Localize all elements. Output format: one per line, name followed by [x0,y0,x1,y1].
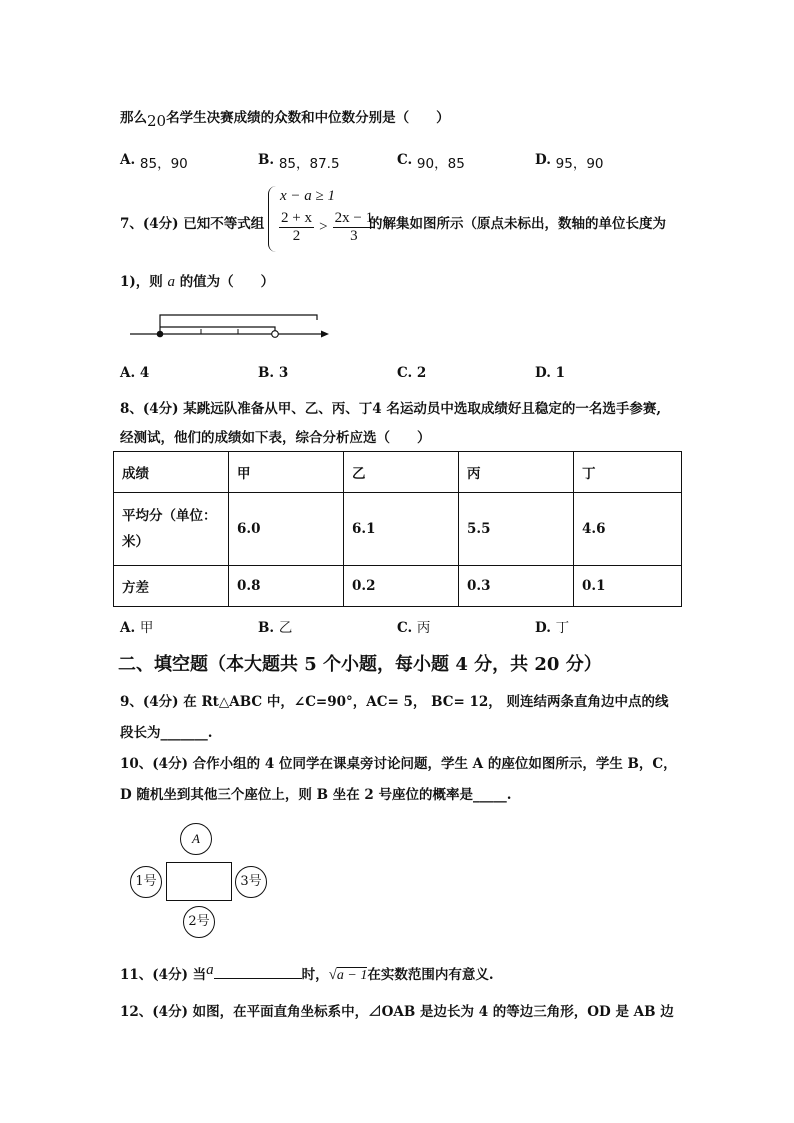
fraction-right-denominator: 3 [350,228,358,244]
q7-option-a[interactable] [120,365,149,381]
option-letter: A. [120,620,136,636]
q11-radicand: a − 1 [336,968,368,983]
table-header-cell: 丙 [459,452,574,493]
option-letter: A. [120,365,136,381]
number-line-figure [125,308,335,348]
q6-option-b[interactable] [258,148,340,172]
fraction-left-numerator: 2 + x [281,210,312,226]
table-row-label: 方差 [114,566,229,607]
row-label-line-1: 平均分（单位： [122,508,217,524]
q7-line2-prefix: 1)，则 [120,274,163,290]
q7-option-b[interactable] [258,365,288,381]
fraction-right-numerator: 2x − 1 [334,210,374,226]
q8-line1: 8、(4分) 某跳远队准备从甲、乙、丙、丁4 名运动员中选取成绩好且稳定的一名选手参赛, [120,401,662,417]
option-letter: B. [258,152,275,168]
greater-than-sign: > [319,219,328,235]
option-letter: B. [258,620,275,636]
number-line-arrow-icon [321,331,329,338]
q7-inequality-1: x − a ≥ 1 [280,188,336,204]
q11-prefix: 11、(4分) 当 [120,967,207,983]
option-value: 90，85 [416,156,465,172]
q6-stem-prefix: 那么 [120,110,147,126]
table-cell: 0.8 [229,566,344,607]
q7-variable-a: a [167,274,175,290]
q6-option-a[interactable] [120,148,188,172]
desk [166,862,232,901]
option-letter: D. [535,152,551,168]
table-cell: 0.1 [574,566,682,607]
table-cell: 0.3 [459,566,574,607]
q7-prefix: 7、(4分) 已知不等式组 [120,216,265,232]
radical-sign-icon: √ [328,967,337,983]
fraction-left [279,210,314,245]
fraction-left-denominator: 2 [292,228,301,244]
option-value: 1 [555,365,566,381]
q7-option-c[interactable] [397,365,426,381]
q8-option-c[interactable] [397,616,430,636]
option-value: 丁 [555,620,570,636]
option-value: 乙 [278,620,293,636]
option-letter: C. [397,620,413,636]
option-value: 4 [139,365,150,381]
option-value: 丙 [416,620,431,636]
option-letter: B. [258,365,275,381]
table-header-cell: 乙 [344,452,459,493]
q8-option-a[interactable] [120,616,153,636]
option-value: 3 [278,365,289,381]
open-endpoint [272,331,279,338]
option-value: 85，87.5 [278,156,340,172]
q6-option-c[interactable] [397,148,465,172]
seat-2: 2号 [183,906,215,938]
option-value: 甲 [139,620,154,636]
q9-line2: 段长为_______. [120,725,213,741]
q6-stem [120,106,450,130]
option-value: 95，90 [555,156,604,172]
q8-option-b[interactable] [258,616,292,636]
q8-line2: 经测试，他们的成绩如下表，综合分析应选（ ） [120,430,431,446]
table-row [114,493,682,566]
table-row-label [114,493,229,566]
score-table [113,451,682,607]
solution-bracket-lower [160,327,275,334]
table-cell: 0.2 [344,566,459,607]
table-cell: 6.1 [344,493,459,566]
row-label-line-2: 米） [122,534,149,550]
answer-blank[interactable] [214,978,302,979]
q11-variable-a: a [206,962,214,978]
option-letter: C. [397,365,413,381]
table-header-cell: 丁 [574,452,682,493]
q6-stem-number: 20 [147,112,167,130]
option-letter: D. [535,365,551,381]
q12-line: 12、(4分) 如图，在平面直角坐标系中，⊿OAB 是边长为 4 的等边三角形，OD 是 AB 边 [120,1004,674,1020]
option-letter: C. [397,152,413,168]
q6-stem-suffix: 名学生决赛成绩的众数和中位数分别是（ ） [166,110,450,126]
table-cell: 5.5 [459,493,574,566]
q7-option-d[interactable] [535,365,565,381]
q11-suffix: 在实数范围内有意义. [367,967,494,983]
q6-option-d[interactable] [535,148,604,172]
option-letter: A. [120,152,136,168]
q7-line2 [120,270,274,291]
q8-option-d[interactable] [535,616,569,636]
section-title-fill-in: 二、填空题（本大题共 5 个小题，每小题 4 分，共 20 分） [118,654,602,675]
option-value: 2 [416,365,427,381]
table-header-cell: 成绩 [114,452,229,493]
table-cell: 4.6 [574,493,682,566]
q7-line2-suffix: 的值为（ ） [179,274,275,290]
option-value: 85，90 [139,156,188,172]
seat-a: A [180,823,212,855]
option-letter: D. [535,620,551,636]
seat-3: 3号 [235,866,267,898]
table-cell: 6.0 [229,493,344,566]
q9-line1: 9、(4分) 在 Rt△ABC 中，∠C=90°，AC= 5， BC= 12， 则连结两条直角边中点的线 [120,694,669,710]
closed-endpoint [157,331,164,338]
q7-suffix: 的解集如图所示（原点未标出，数轴的单位长度为 [369,216,666,232]
q7-inequality-2 [279,210,375,245]
q10-line1: 10、(4分) 合作小组的 4 位同学在课桌旁讨论问题，学生 A 的座位如图所示，学生 B，C， [120,756,677,772]
table-row [114,452,682,493]
q11-middle: 时， [301,967,329,983]
seat-1: 1号 [130,866,162,898]
q11-line [120,963,494,984]
q10-line2: D 随机坐到其他三个座位上，则 B 坐在 2 号座位的概率是_____. [120,787,512,803]
system-brace [268,186,277,252]
table-row [114,566,682,607]
table-header-cell: 甲 [229,452,344,493]
